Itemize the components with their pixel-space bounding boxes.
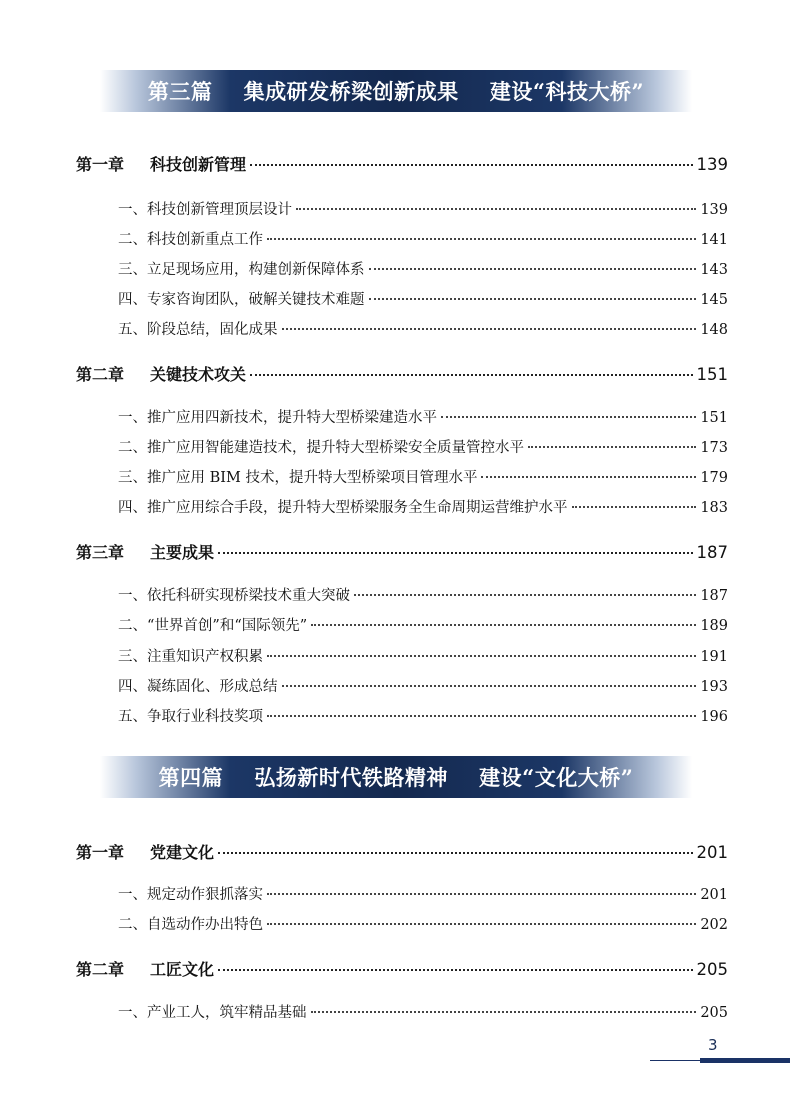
page-number: 205	[696, 960, 728, 979]
chapter-title: 关键技术攻关	[150, 365, 247, 384]
section-entry[interactable]	[118, 406, 728, 427]
section-entry[interactable]	[118, 614, 728, 635]
dot-leader	[267, 715, 696, 717]
chapter-title: 党建文化	[150, 843, 215, 862]
part-title: 第三篇 集成研发桥梁创新成果 建设“科技大桥”	[147, 79, 645, 104]
section-title: 二、自选动作办出特色	[118, 917, 263, 933]
chapter-entry[interactable]	[76, 540, 728, 563]
part-banner	[100, 70, 692, 112]
dot-leader	[441, 416, 696, 418]
section-title: 一、推广应用四新技术，提升特大型桥梁建造水平	[118, 410, 437, 426]
chapter-number: 第三章	[76, 543, 125, 562]
page-number: 205	[700, 1005, 728, 1021]
page-number: 148	[700, 322, 728, 338]
chapter-number: 第一章	[76, 843, 125, 862]
page-number: 196	[700, 709, 728, 725]
dot-leader	[481, 476, 696, 478]
page-number: 193	[700, 679, 728, 695]
section-entry[interactable]	[118, 1001, 728, 1022]
section-title: 五、争取行业科技奖项	[118, 709, 263, 725]
chapter-number: 第二章	[76, 960, 125, 979]
page-number: 201	[696, 843, 728, 862]
folio-page-number: 3	[708, 1036, 718, 1054]
dot-leader	[311, 624, 696, 626]
dot-leader	[369, 268, 697, 270]
section-title: 一、科技创新管理顶层设计	[118, 202, 292, 218]
dot-leader	[311, 1011, 697, 1013]
dot-leader	[267, 923, 696, 925]
section-title: 四、专家咨询团队，破解关键技术难题	[118, 292, 365, 308]
section-title: 一、产业工人，筑牢精品基础	[118, 1005, 307, 1021]
section-entry[interactable]	[118, 466, 728, 487]
section-title: 三、推广应用 BIM 技术，提升特大型桥梁项目管理水平	[118, 470, 478, 486]
section-entry[interactable]	[118, 913, 728, 934]
section-entry[interactable]	[118, 198, 728, 219]
page-number: 139	[700, 202, 728, 218]
section-entry[interactable]	[118, 436, 728, 457]
section-title: 三、注重知识产权积累	[118, 649, 263, 665]
section-entry[interactable]	[118, 645, 728, 666]
section-title: 五、阶段总结，固化成果	[118, 322, 278, 338]
section-title: 一、依托科研实现桥梁技术重大突破	[118, 588, 350, 604]
dot-leader	[267, 655, 696, 657]
page-number: 139	[696, 155, 728, 174]
page-number: 191	[700, 649, 728, 665]
section-title: 二、“世界首创”和“国际领先”	[118, 618, 308, 634]
chapter-entry[interactable]	[76, 957, 728, 980]
section-title: 三、立足现场应用，构建创新保障体系	[118, 262, 365, 278]
section-entry[interactable]	[118, 288, 728, 309]
dot-leader	[369, 298, 697, 300]
page-number: 141	[700, 232, 728, 248]
section-entry[interactable]	[118, 584, 728, 605]
dot-leader	[282, 328, 697, 330]
section-title: 四、凝练固化、形成总结	[118, 679, 278, 695]
chapter-number: 第一章	[76, 155, 125, 174]
chapter-title: 科技创新管理	[150, 155, 247, 174]
dot-leader	[267, 238, 696, 240]
chapter-entry[interactable]	[76, 362, 728, 385]
chapter-entry[interactable]	[76, 840, 728, 863]
dot-leader	[218, 852, 692, 854]
page-number: 183	[700, 500, 728, 516]
dot-leader	[267, 893, 696, 895]
section-entry[interactable]	[118, 705, 728, 726]
page-number: 179	[700, 470, 728, 486]
dot-leader	[572, 506, 697, 508]
page-number: 187	[700, 588, 728, 604]
section-title: 四、推广应用综合手段，提升特大型桥梁服务全生命周期运营维护水平	[118, 500, 568, 516]
chapter-entry[interactable]	[76, 152, 728, 175]
section-entry[interactable]	[118, 258, 728, 279]
dot-leader	[282, 685, 697, 687]
section-title: 一、规定动作狠抓落实	[118, 887, 263, 903]
chapter-title: 主要成果	[150, 543, 215, 562]
section-entry[interactable]	[118, 318, 728, 339]
dot-leader	[250, 374, 692, 376]
part-banner	[100, 756, 692, 798]
dot-leader	[354, 594, 696, 596]
dot-leader	[296, 208, 696, 210]
section-entry[interactable]	[118, 228, 728, 249]
page-number: 201	[700, 887, 728, 903]
page-number: 173	[700, 440, 728, 456]
section-entry[interactable]	[118, 883, 728, 904]
page-number: 202	[700, 917, 728, 933]
section-title: 二、科技创新重点工作	[118, 232, 263, 248]
chapter-number: 第二章	[76, 365, 125, 384]
section-entry[interactable]	[118, 496, 728, 517]
dot-leader	[218, 552, 692, 554]
page-number: 151	[700, 410, 728, 426]
page-number: 151	[696, 365, 728, 384]
page-number: 187	[696, 543, 728, 562]
dot-leader	[218, 969, 692, 971]
page-number: 143	[700, 262, 728, 278]
chapter-title: 工匠文化	[150, 960, 215, 979]
folio-bar	[700, 1058, 790, 1063]
section-title: 二、推广应用智能建造技术，提升特大型桥梁安全质量管控水平	[118, 440, 524, 456]
section-entry[interactable]	[118, 675, 728, 696]
dot-leader	[250, 164, 692, 166]
page-number: 145	[700, 292, 728, 308]
part-title: 第四篇 弘扬新时代铁路精神 建设“文化大桥”	[158, 765, 634, 790]
page-number: 189	[700, 618, 728, 634]
dot-leader	[528, 446, 696, 448]
